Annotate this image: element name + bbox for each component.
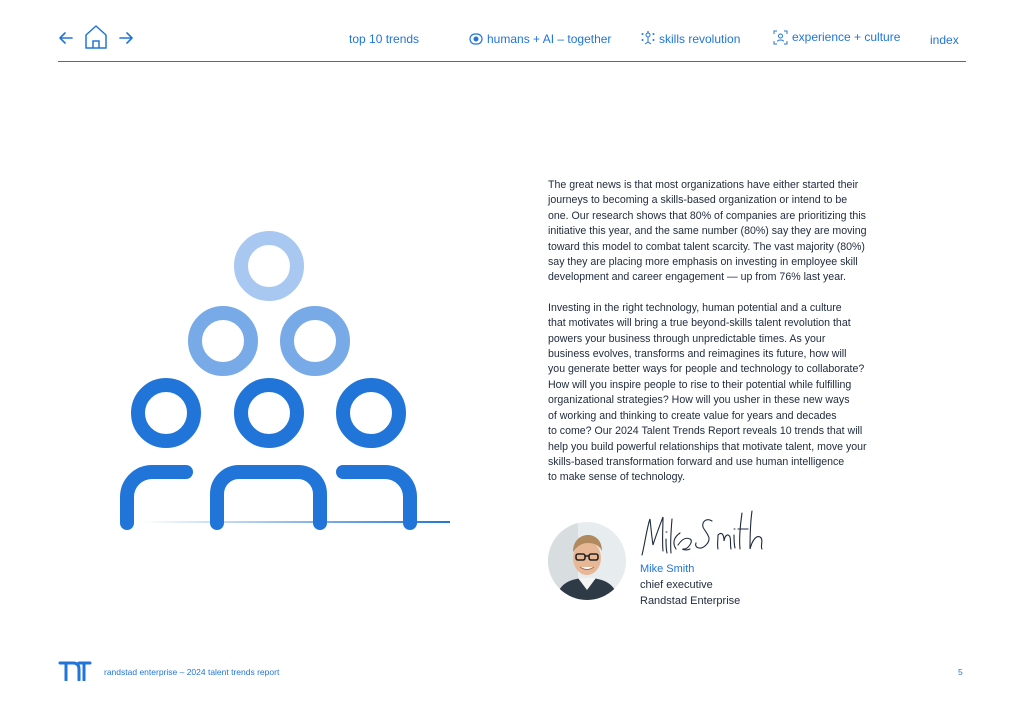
signature-image [638, 505, 768, 570]
home-icon[interactable] [84, 24, 108, 55]
skills-network-icon [641, 31, 655, 45]
author-title: chief executive [640, 579, 713, 591]
nav-link-label: top 10 trends [349, 32, 420, 46]
paragraph-1: The great news is that most organizations have either started their journeys to becoming a skills-based organization or intend to be one. Our research shows that 80% of companies are prioritizing this initiative this year, and the same number (80%) say they are moving toward this model to combat talent scarcity. The vast majority (80%) say they are placing more emphasis on investing in employee skill development and career engagement — up from 76% last year. [548, 179, 867, 284]
nav-link-label: humans + AI – together [487, 32, 612, 46]
nav-link-experience-culture[interactable] [773, 30, 900, 45]
arrow-right-icon[interactable] [118, 30, 134, 51]
randstad-logo-icon [58, 661, 92, 686]
author-company: Randstad Enterprise [640, 595, 741, 607]
nav-link-humans-ai[interactable] [469, 32, 611, 46]
nav-link-top-10-trends[interactable] [349, 32, 419, 46]
nav-link-label: skills revolution [659, 32, 741, 46]
page-number: 5 [958, 667, 963, 677]
people-network-icon [773, 30, 788, 45]
footer-title: randstad enterprise – 2024 talent trends report [104, 667, 280, 677]
nav-link-label: experience + culture [792, 30, 901, 44]
ai-chip-icon [469, 33, 483, 45]
paragraph-2: Investing in the right technology, human potential and a culture that motivates will bring a true beyond-skills talent revolution that powers your business through unpredictable times. As your business evolves, transforms and reimagines its future, how will you generate better ways for people and technology to collaborate? How will you inspire people to rise to their potential while fulfilling organizational strategies? How will you usher in these new ways of working and thinking to create value for years and decades to come? Our 2024 Talent Trends Report reveals 10 trends that will help you build powerful relationships that motivate talent, move your skills-based transformation forward and use human intelligence to make sense of technology. [548, 301, 867, 484]
nav-link-label: index [930, 33, 959, 47]
nav-link-skills-revolution[interactable] [641, 30, 740, 46]
arrow-left-icon[interactable] [58, 30, 74, 51]
people-pyramid-icon [110, 220, 455, 537]
body-text [548, 178, 903, 486]
author-name: Mike Smith [640, 563, 695, 575]
author-portrait [548, 522, 626, 600]
top-navigation [58, 26, 966, 62]
nav-link-index[interactable] [930, 33, 959, 47]
